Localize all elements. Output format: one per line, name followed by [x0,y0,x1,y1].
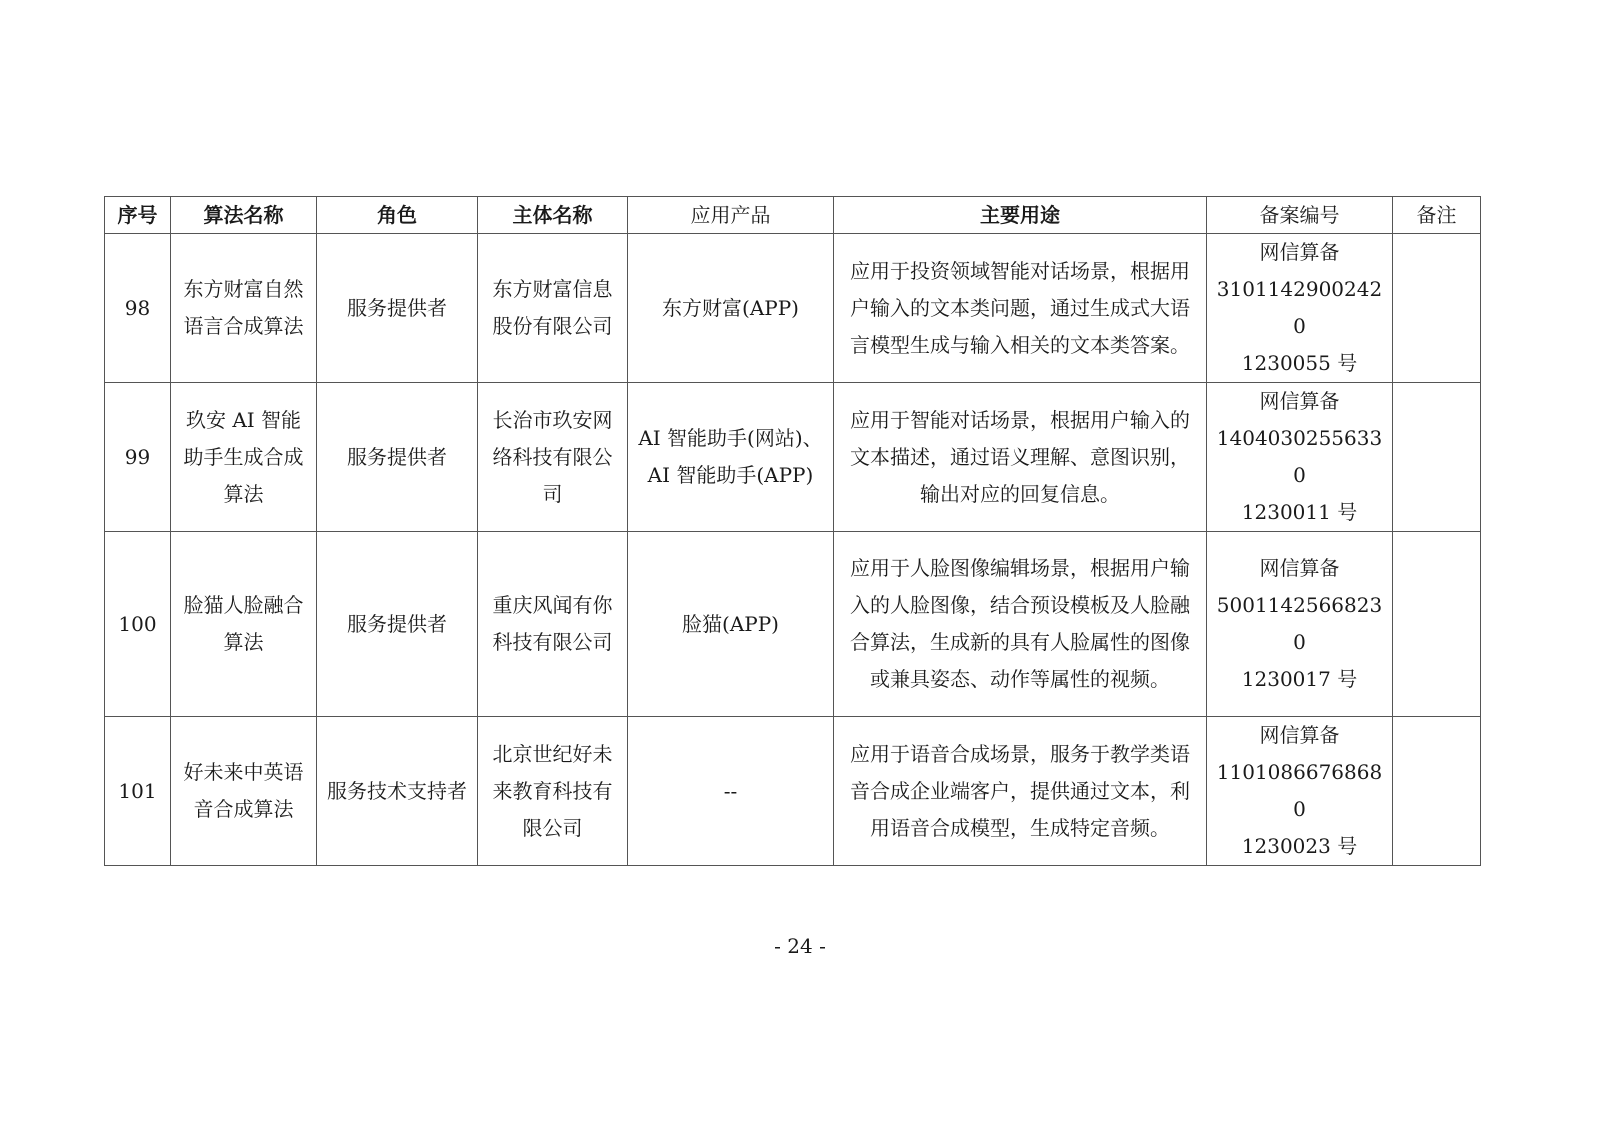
filing-code: 11010866768680 [1216,760,1383,821]
filing-prefix: 网信算备 [1259,240,1340,264]
cell-serial-number: 98 [105,234,171,383]
cell-application-product: 东方财富(APP) [628,234,834,383]
cell-application-product: -- [628,717,834,866]
table-row [105,383,1481,532]
filing-code: 50011425668230 [1216,593,1383,654]
cell-filing-number [1207,717,1393,866]
header-role: 角色 [317,197,478,234]
cell-algorithm-name: 好未来中英语音合成算法 [171,717,317,866]
filing-suffix: 1230011 号 [1241,500,1358,524]
filing-prefix: 网信算备 [1259,556,1340,580]
filing-code: 14040302556330 [1216,426,1383,487]
table-row [105,717,1481,866]
cell-remarks [1393,383,1481,532]
cell-remarks [1393,717,1481,866]
cell-algorithm-name: 玖安 AI 智能助手生成合成算法 [171,383,317,532]
header-main-purpose: 主要用途 [834,197,1207,234]
cell-entity-name: 北京世纪好未来教育科技有限公司 [478,717,628,866]
algorithm-registry-table [104,196,1481,866]
cell-remarks [1393,532,1481,717]
header-algorithm-name: 算法名称 [171,197,317,234]
filing-suffix: 1230055 号 [1241,351,1358,375]
cell-role: 服务技术支持者 [317,717,478,866]
cell-entity-name: 东方财富信息股份有限公司 [478,234,628,383]
table-header-row [105,197,1481,234]
header-application-product: 应用产品 [628,197,834,234]
cell-main-purpose: 应用于投资领域智能对话场景，根据用户输入的文本类问题，通过生成式大语言模型生成与输入相关的文本类答案。 [834,234,1207,383]
cell-algorithm-name: 东方财富自然语言合成算法 [171,234,317,383]
cell-application-product: 脸猫(APP) [628,532,834,717]
cell-application-product: AI 智能助手(网站)、AI 智能助手(APP) [628,383,834,532]
cell-main-purpose: 应用于人脸图像编辑场景，根据用户输入的人脸图像，结合预设模板及人脸融合算法，生成新的具有人脸属性的图像或兼具姿态、动作等属性的视频。 [834,532,1207,717]
cell-serial-number: 100 [105,532,171,717]
header-remarks: 备注 [1393,197,1481,234]
cell-filing-number [1207,383,1393,532]
cell-serial-number: 99 [105,383,171,532]
cell-main-purpose: 应用于语音合成场景，服务于教学类语音合成企业端客户，提供通过文本，利用语音合成模型，生成特定音频。 [834,717,1207,866]
cell-role: 服务提供者 [317,383,478,532]
filing-prefix: 网信算备 [1259,389,1340,413]
filing-suffix: 1230017 号 [1241,667,1358,691]
cell-algorithm-name: 脸猫人脸融合算法 [171,532,317,717]
cell-main-purpose: 应用于智能对话场景，根据用户输入的文本描述，通过语义理解、意图识别，输出对应的回复信息。 [834,383,1207,532]
cell-entity-name: 长治市玖安网络科技有限公司 [478,383,628,532]
filing-prefix: 网信算备 [1259,723,1340,747]
filing-code: 31011429002420 [1216,277,1383,338]
cell-remarks [1393,234,1481,383]
table-row [105,234,1481,383]
cell-filing-number [1207,234,1393,383]
cell-serial-number: 101 [105,717,171,866]
table-row [105,532,1481,717]
cell-entity-name: 重庆风闻有你科技有限公司 [478,532,628,717]
filing-suffix: 1230023 号 [1241,834,1358,858]
cell-role: 服务提供者 [317,532,478,717]
page-number: - 24 - [774,934,826,958]
cell-filing-number [1207,532,1393,717]
header-entity-name: 主体名称 [478,197,628,234]
header-filing-number: 备案编号 [1207,197,1393,234]
header-serial-number: 序号 [105,197,171,234]
cell-role: 服务提供者 [317,234,478,383]
